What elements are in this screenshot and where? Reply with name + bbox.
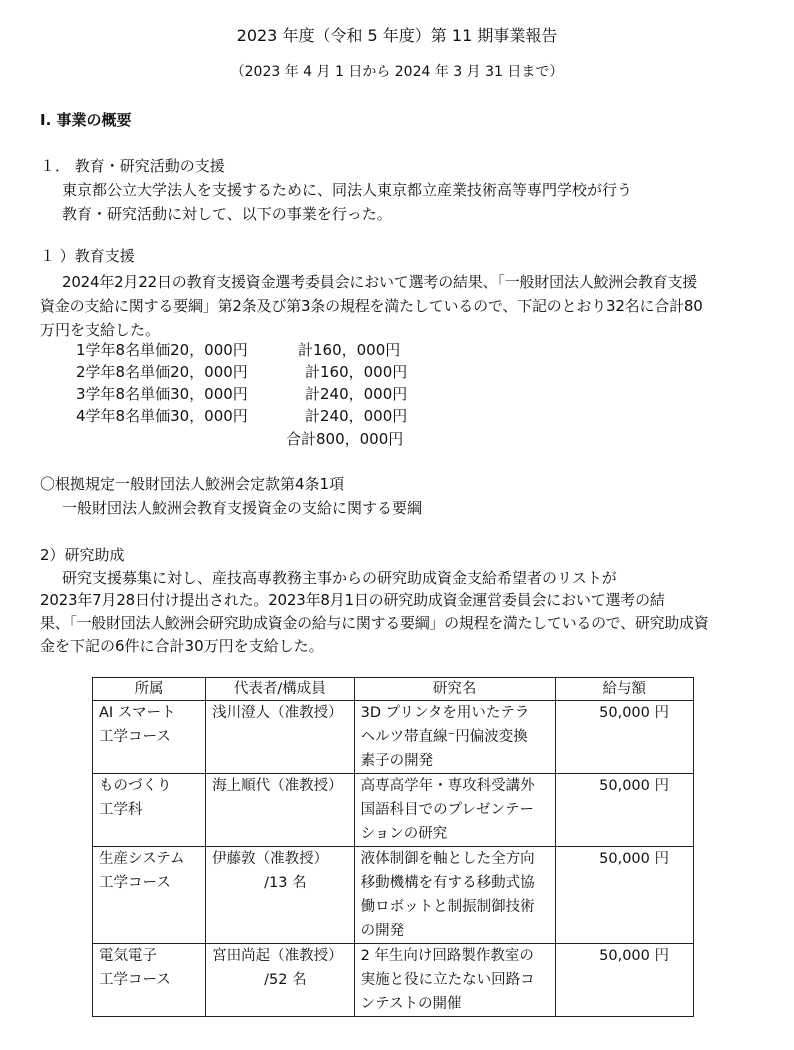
dept-line: 生産システム [99,851,185,867]
education-para-line1: 2024年2月22日の教育支援資金選考委員会において選考の結果、「一般財団法人鮫洲会教育支援 [62,273,698,291]
table-row [93,847,694,944]
report-title: 2023 年度（令和 5 年度）第 11 期事業報告 [236,26,558,45]
edu-row-3-label: 3学年8名単価30，000円 [76,385,248,403]
amount-cell: 50,000 円 [555,701,693,774]
rep-name: 海上順代（准教授） [212,778,343,794]
rep-members: /13 名 [264,875,307,891]
amount-cell: 50,000 円 [555,774,693,847]
section-heading: Ⅰ. 事業の概要 [40,111,132,129]
title-line: ンテストの開催 [360,996,462,1012]
dept-line: 電気電子 [99,948,157,964]
title-line: ヘルツ帯直線⁻円偏波変換 [360,729,528,745]
research-para-line3: 果、「一般財団法人鮫洲会研究助成資金の給与に関する要綱」の規程を満たしているので、研究助成資 [40,614,709,632]
edu-row-1-label: 1学年8名単価20，000円 [76,341,248,359]
header-representative: 代表者/構成員 [206,678,354,701]
representative-cell [206,774,354,847]
edu-grand-total: 合計800，000円 [286,430,404,448]
title-line: 移動機構を有する移動式協 [360,875,535,891]
rep-members: /52 名 [264,972,307,988]
dept-line: AI スマート [99,705,176,721]
research-title: 2）研究助成 [40,546,125,564]
education-para-line2: 資金の支給に関する要綱」第2条及び第3条の規程を満たしているので、下記のとおり32名に合計80 [40,297,703,315]
edu-row-3-total: 計240，000円 [305,385,408,403]
table-row [93,944,694,1017]
representative-cell [206,847,354,944]
title-line: 実施と役に立たない回路コ [360,972,535,988]
dept-cell [93,701,206,774]
research-title-cell [354,944,555,1017]
research-title-cell [354,847,555,944]
item1-text-line1: 東京都公立大学法人を支援するために、同法人東京都立産業技術高等専門学校が行う [62,181,633,199]
dept-line: 工学科 [99,802,143,818]
dept-line: 工学コース [99,972,171,988]
header-amount: 給与額 [555,678,693,701]
table-header-row [93,678,694,701]
research-para-line1: 研究支援募集に対し、産技高専教務主事からの研究助成資金支給希望者のリストが [62,569,617,587]
rep-name: 伊藤敦（准教授） [212,851,329,867]
representative-cell [206,944,354,1017]
title-line: 高専高学年・専攻科受講外 [360,778,535,794]
title-line: 国語科目でのプレゼンテー [360,802,535,818]
basis-line1: 〇根拠規定一般財団法人鮫洲会定款第4条1項 [40,475,345,493]
research-title-cell [354,774,555,847]
research-para-line2: 2023年7月28日付け提出された。2023年8月1日の研究助成資金運営委員会において選考の結 [40,591,665,609]
item1-title: １． 教育・研究活動の支援 [40,157,225,175]
title-line: 液体制御を軸とした全方向 [360,851,535,867]
basis-line2: 一般財団法人鮫洲会教育支援資金の支給に関する要綱 [62,499,423,517]
representative-cell [206,701,354,774]
dept-cell [93,944,206,1017]
title-line: の開発 [360,923,405,939]
report-period: （2023 年 4 月 1 日から 2024 年 3 月 31 日まで） [230,64,564,80]
table-row [93,701,694,774]
amount-cell: 50,000 円 [555,944,693,1017]
title-line: ションの研究 [360,826,448,842]
rep-name: 宮田尚起（准教授） [212,948,343,964]
rep-name: 浅川澄人（准教授） [212,705,343,721]
edu-row-4-label: 4学年8名単価30，000円 [76,407,248,425]
dept-cell [93,774,206,847]
header-dept: 所属 [93,678,206,701]
edu-row-2-total: 計160，000円 [305,363,408,381]
dept-line: ものづくり [99,778,172,794]
research-grants-table [92,677,694,1017]
edu-row-4-total: 計240，000円 [305,407,408,425]
title-line: 3D プリンタを用いたテラ [360,705,530,721]
dept-line: 工学コース [99,729,171,745]
dept-line: 工学コース [99,875,171,891]
education-para-line3: 万円を支給した。 [40,321,161,339]
edu-row-2-label: 2学年8名単価20，000円 [76,363,248,381]
dept-cell [93,847,206,944]
research-title-cell [354,701,555,774]
title-line: 働ロボットと制振制御技術 [360,899,535,915]
research-para-line4: 金を下記の6件に合計30万円を支給した。 [40,637,324,655]
education-title: １ ）教育支援 [40,247,135,265]
item1-text-line2: 教育・研究活動に対して、以下の事業を行った。 [62,205,392,223]
table-row [93,774,694,847]
header-research-title: 研究名 [354,678,555,701]
title-line: 素子の開発 [360,753,434,769]
amount-cell: 50,000 円 [555,847,693,944]
edu-row-1-total: 計160，000円 [298,341,401,359]
title-line: 2 年生向け回路製作教室の [360,948,534,964]
